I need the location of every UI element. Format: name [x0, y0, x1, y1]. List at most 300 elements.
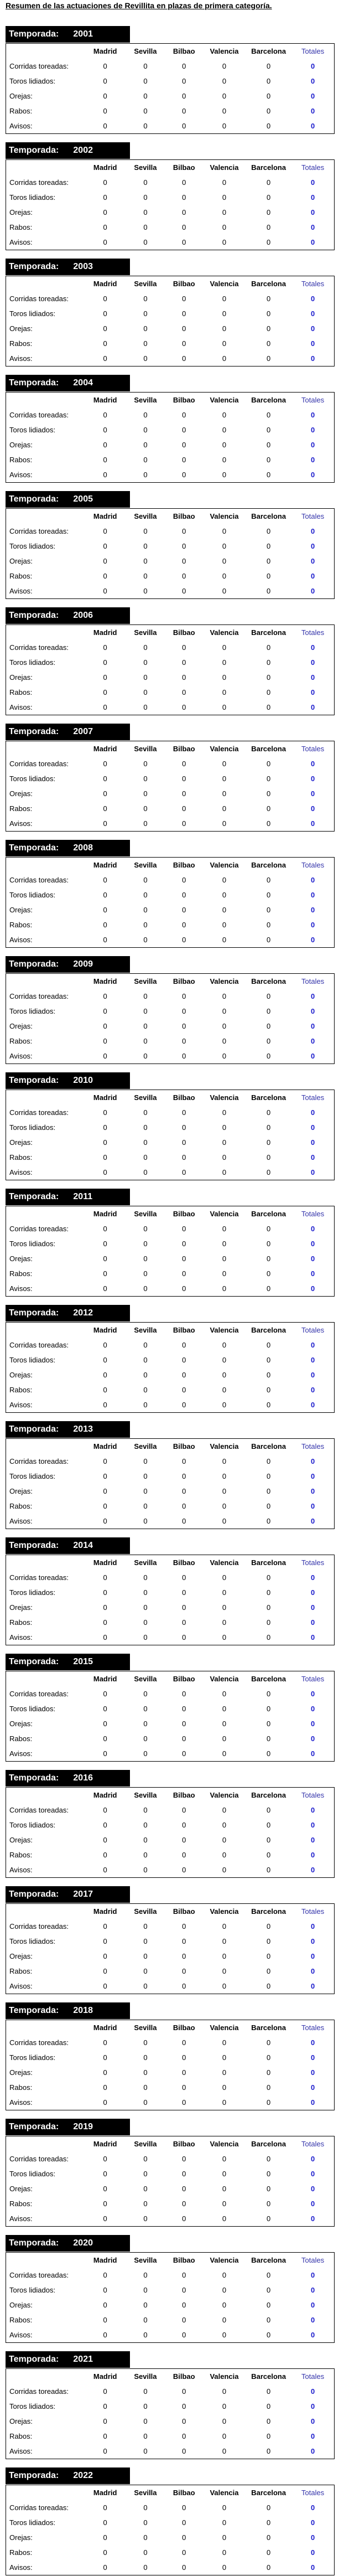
- stat-value: 0: [222, 324, 227, 333]
- row-label: Toros lidiados:: [9, 1821, 56, 1829]
- stat-value: 0: [222, 309, 227, 318]
- stat-value: 0: [182, 1255, 186, 1263]
- stat-value: 0: [267, 775, 271, 783]
- stat-value: 0: [182, 411, 186, 419]
- column-header: Valencia: [210, 512, 239, 520]
- total-value: 0: [311, 1690, 315, 1698]
- season-year: 2021: [73, 2355, 93, 2364]
- stat-value: 0: [267, 1371, 271, 1379]
- season-header: [6, 2351, 130, 2368]
- stat-value: 0: [103, 1457, 107, 1465]
- season-year: 2011: [73, 1192, 93, 1201]
- total-value: 0: [311, 2170, 315, 2178]
- stat-value: 0: [103, 587, 107, 595]
- season-header: [6, 956, 130, 973]
- column-header: Madrid: [93, 47, 117, 55]
- stat-value: 0: [103, 1734, 107, 1743]
- row-label: Corridas toreadas:: [9, 2271, 69, 2279]
- stat-value: 0: [267, 1225, 271, 1233]
- stat-value: 0: [182, 309, 186, 318]
- row-label: Orejas:: [9, 1720, 33, 1728]
- stat-value: 0: [267, 1153, 271, 1161]
- stat-value: 0: [103, 1255, 107, 1263]
- column-header: Madrid: [93, 977, 117, 985]
- total-value: 0: [311, 1618, 315, 1627]
- column-header: Sevilla: [134, 1558, 157, 1567]
- season-header: [6, 1072, 130, 1089]
- stat-value: 0: [222, 1022, 227, 1030]
- total-value: 0: [311, 1168, 315, 1176]
- stat-value: 0: [222, 1588, 227, 1597]
- stat-value: 0: [143, 1603, 148, 1612]
- stat-value: 0: [103, 921, 107, 929]
- stat-value: 0: [222, 2053, 227, 2062]
- total-value: 0: [311, 1472, 315, 1480]
- stat-value: 0: [267, 688, 271, 696]
- stat-value: 0: [143, 542, 148, 550]
- column-header: Sevilla: [134, 1907, 157, 1916]
- stat-value: 0: [267, 527, 271, 535]
- stat-value: 0: [182, 2432, 186, 2440]
- stat-value: 0: [182, 2185, 186, 2193]
- column-header: Madrid: [93, 2140, 117, 2148]
- stat-value: 0: [143, 804, 148, 813]
- season-stats-table: [6, 276, 335, 366]
- stat-value: 0: [222, 891, 227, 899]
- row-label: Rabos:: [9, 456, 33, 464]
- stat-value: 0: [222, 1472, 227, 1480]
- row-label: Rabos:: [9, 1618, 33, 1627]
- stat-value: 0: [222, 921, 227, 929]
- stat-value: 0: [267, 1168, 271, 1176]
- stat-value: 0: [182, 339, 186, 348]
- stat-value: 0: [182, 1937, 186, 1945]
- stat-value: 0: [222, 1821, 227, 1829]
- stat-value: 0: [143, 789, 148, 798]
- table-row: [6, 2080, 335, 2095]
- stat-value: 0: [103, 1749, 107, 1758]
- table-row: [6, 2444, 335, 2459]
- table-row: [6, 118, 335, 134]
- row-label: Rabos:: [9, 1967, 33, 1975]
- table-row: [6, 1731, 335, 1746]
- column-header: Valencia: [210, 1675, 239, 1683]
- totals-header: Totales: [301, 1326, 325, 1334]
- total-value: 0: [311, 2098, 315, 2107]
- total-value: 0: [311, 208, 315, 216]
- stat-value: 0: [182, 295, 186, 303]
- table-header-row: [6, 1555, 335, 1571]
- stat-value: 0: [182, 1153, 186, 1161]
- row-label: Avisos:: [9, 1517, 33, 1525]
- total-value: 0: [311, 1007, 315, 1015]
- stat-value: 0: [267, 2098, 271, 2107]
- stat-value: 0: [143, 2200, 148, 2208]
- stat-value: 0: [182, 2503, 186, 2512]
- stat-value: 0: [182, 1836, 186, 1844]
- total-value: 0: [311, 572, 315, 580]
- row-label: Avisos:: [9, 122, 33, 130]
- stat-value: 0: [182, 658, 186, 667]
- column-header: Bilbao: [173, 1442, 195, 1450]
- stat-value: 0: [182, 2053, 186, 2062]
- total-value: 0: [311, 2214, 315, 2223]
- season-label: Temporada:: [9, 262, 59, 271]
- totals-header: Totales: [301, 280, 325, 288]
- column-header: Bilbao: [173, 861, 195, 869]
- stat-value: 0: [143, 2402, 148, 2410]
- table-row: [6, 1832, 335, 1847]
- stat-value: 0: [267, 1341, 271, 1349]
- row-label: Rabos:: [9, 1037, 33, 1045]
- table-row: [6, 1585, 335, 1600]
- stat-value: 0: [222, 2563, 227, 2572]
- total-value: 0: [311, 2417, 315, 2425]
- stat-value: 0: [103, 1618, 107, 1627]
- stat-value: 0: [103, 2447, 107, 2455]
- stat-value: 0: [222, 643, 227, 652]
- season-block: [0, 1421, 339, 1525]
- column-header: Madrid: [93, 1210, 117, 1218]
- stat-value: 0: [103, 2038, 107, 2047]
- stat-value: 0: [182, 936, 186, 944]
- stat-value: 0: [103, 1386, 107, 1394]
- stat-value: 0: [222, 2170, 227, 2178]
- stat-value: 0: [222, 1618, 227, 1627]
- season-stats-table: [6, 1903, 335, 1994]
- season-year: 2003: [73, 262, 93, 271]
- total-value: 0: [311, 2548, 315, 2557]
- table-row: [6, 1746, 335, 1762]
- row-label: Avisos:: [9, 1401, 33, 1409]
- row-label: Corridas toreadas:: [9, 1457, 69, 1465]
- season-label: Temporada:: [9, 611, 59, 620]
- stat-value: 0: [103, 1952, 107, 1960]
- stat-value: 0: [267, 107, 271, 115]
- stat-value: 0: [222, 1284, 227, 1293]
- stat-value: 0: [222, 1108, 227, 1117]
- total-value: 0: [311, 2301, 315, 2309]
- stat-value: 0: [222, 527, 227, 535]
- table-row: [6, 1469, 335, 1484]
- stat-value: 0: [267, 2447, 271, 2455]
- season-stats-table: [6, 392, 335, 483]
- table-row: [6, 1004, 335, 1019]
- stat-value: 0: [267, 936, 271, 944]
- stat-value: 0: [222, 2548, 227, 2557]
- stat-value: 0: [222, 2518, 227, 2527]
- stat-value: 0: [267, 1866, 271, 1874]
- stat-value: 0: [143, 1037, 148, 1045]
- table-header-row: [6, 2485, 335, 2501]
- season-header: [6, 1537, 130, 1554]
- stat-value: 0: [143, 1937, 148, 1945]
- column-header: Madrid: [93, 1093, 117, 1102]
- table-row: [6, 2035, 335, 2050]
- season-block: [0, 1770, 339, 1874]
- stat-value: 0: [103, 178, 107, 187]
- stat-value: 0: [222, 1052, 227, 1060]
- stat-value: 0: [143, 1720, 148, 1728]
- stat-value: 0: [222, 92, 227, 100]
- row-label: Corridas toreadas:: [9, 992, 69, 1000]
- stat-value: 0: [182, 2098, 186, 2107]
- stat-value: 0: [143, 1851, 148, 1859]
- column-header: Madrid: [93, 396, 117, 404]
- column-header: Sevilla: [134, 1675, 157, 1683]
- totals-header: Totales: [301, 512, 325, 520]
- column-header: Bilbao: [173, 2256, 195, 2264]
- stat-value: 0: [222, 876, 227, 884]
- stat-value: 0: [103, 688, 107, 696]
- season-year: 2004: [73, 378, 93, 388]
- stat-value: 0: [182, 572, 186, 580]
- total-value: 0: [311, 643, 315, 652]
- table-row: [6, 539, 335, 554]
- stat-value: 0: [267, 1037, 271, 1045]
- season-header: [6, 724, 130, 740]
- table-header-row: [6, 625, 335, 641]
- row-label: Avisos:: [9, 1749, 33, 1758]
- column-header: Sevilla: [134, 1210, 157, 1218]
- stat-value: 0: [182, 1866, 186, 1874]
- stat-value: 0: [143, 1866, 148, 1874]
- stat-value: 0: [267, 1603, 271, 1612]
- total-value: 0: [311, 906, 315, 914]
- stat-value: 0: [182, 1690, 186, 1698]
- stat-value: 0: [143, 238, 148, 246]
- total-value: 0: [311, 1138, 315, 1147]
- stat-value: 0: [267, 77, 271, 85]
- row-label: Orejas:: [9, 1022, 33, 1030]
- row-label: Corridas toreadas:: [9, 295, 69, 303]
- stat-value: 0: [222, 2185, 227, 2193]
- stat-value: 0: [103, 1851, 107, 1859]
- stat-value: 0: [267, 1022, 271, 1030]
- stat-value: 0: [182, 2286, 186, 2294]
- stat-value: 0: [143, 775, 148, 783]
- stat-value: 0: [267, 572, 271, 580]
- total-value: 0: [311, 876, 315, 884]
- table-row: [6, 917, 335, 932]
- stat-value: 0: [267, 703, 271, 711]
- season-label: Temporada:: [9, 378, 59, 388]
- stat-value: 0: [267, 1138, 271, 1147]
- row-label: Toros lidiados:: [9, 2053, 56, 2062]
- stat-value: 0: [182, 77, 186, 85]
- row-label: Corridas toreadas:: [9, 2155, 69, 2163]
- stat-value: 0: [103, 804, 107, 813]
- totals-header: Totales: [301, 977, 325, 985]
- column-header: Valencia: [210, 2372, 239, 2381]
- stat-value: 0: [222, 1922, 227, 1930]
- total-value: 0: [311, 1749, 315, 1758]
- stat-value: 0: [103, 2518, 107, 2527]
- stat-value: 0: [222, 1836, 227, 1844]
- stat-value: 0: [182, 1588, 186, 1597]
- stat-value: 0: [103, 2185, 107, 2193]
- stat-value: 0: [222, 62, 227, 70]
- column-header: Bilbao: [173, 1907, 195, 1916]
- season-label: Temporada:: [9, 1890, 59, 1899]
- season-header: [6, 375, 130, 391]
- stat-value: 0: [103, 1866, 107, 1874]
- total-value: 0: [311, 1866, 315, 1874]
- table-row: [6, 2050, 335, 2065]
- stat-value: 0: [182, 1472, 186, 1480]
- stat-value: 0: [267, 208, 271, 216]
- row-label: Rabos:: [9, 1269, 33, 1278]
- stat-value: 0: [182, 2301, 186, 2309]
- total-value: 0: [311, 77, 315, 85]
- season-label: Temporada:: [9, 29, 59, 39]
- table-header-row: [6, 741, 335, 757]
- total-value: 0: [311, 1341, 315, 1349]
- column-header: Madrid: [93, 512, 117, 520]
- stat-value: 0: [103, 1371, 107, 1379]
- table-row: [6, 2414, 335, 2429]
- column-header: Barcelona: [251, 745, 286, 753]
- season-block: [0, 26, 339, 130]
- column-header: Barcelona: [251, 163, 286, 172]
- total-value: 0: [311, 1386, 315, 1394]
- season-stats-table: [6, 2252, 335, 2343]
- stat-value: 0: [182, 2331, 186, 2339]
- column-header: Barcelona: [251, 1675, 286, 1683]
- total-value: 0: [311, 2185, 315, 2193]
- stat-value: 0: [267, 1255, 271, 1263]
- column-header: Barcelona: [251, 512, 286, 520]
- total-value: 0: [311, 1588, 315, 1597]
- stat-value: 0: [222, 2503, 227, 2512]
- column-header: Madrid: [93, 1558, 117, 1567]
- stat-value: 0: [222, 775, 227, 783]
- column-header: Valencia: [210, 1326, 239, 1334]
- stat-value: 0: [143, 178, 148, 187]
- stat-value: 0: [143, 193, 148, 202]
- stat-value: 0: [182, 1457, 186, 1465]
- stat-value: 0: [182, 1401, 186, 1409]
- stat-value: 0: [222, 1225, 227, 1233]
- table-row: [6, 1716, 335, 1731]
- stat-value: 0: [143, 107, 148, 115]
- stat-value: 0: [182, 527, 186, 535]
- table-row: [6, 1049, 335, 1064]
- stat-value: 0: [103, 193, 107, 202]
- stat-value: 0: [182, 1851, 186, 1859]
- stat-value: 0: [182, 193, 186, 202]
- stat-value: 0: [222, 1487, 227, 1495]
- stat-value: 0: [143, 208, 148, 216]
- season-label: Temporada:: [9, 1657, 59, 1666]
- stat-value: 0: [143, 309, 148, 318]
- row-label: Rabos:: [9, 2083, 33, 2092]
- stat-value: 0: [222, 1168, 227, 1176]
- stat-value: 0: [182, 471, 186, 479]
- stat-value: 0: [267, 2053, 271, 2062]
- total-value: 0: [311, 122, 315, 130]
- row-label: Toros lidiados:: [9, 2402, 56, 2410]
- total-value: 0: [311, 1240, 315, 1248]
- table-row: [6, 2283, 335, 2298]
- stat-value: 0: [222, 1633, 227, 1641]
- season-header: [6, 1654, 130, 1670]
- column-header: Valencia: [210, 1907, 239, 1916]
- stat-value: 0: [103, 1588, 107, 1597]
- table-header-row: [6, 1788, 335, 1803]
- stat-value: 0: [267, 1356, 271, 1364]
- stat-value: 0: [222, 2271, 227, 2279]
- stat-value: 0: [267, 2301, 271, 2309]
- table-row: [6, 1934, 335, 1949]
- total-value: 0: [311, 2155, 315, 2163]
- row-label: Orejas:: [9, 1836, 33, 1844]
- stat-value: 0: [222, 1734, 227, 1743]
- stat-value: 0: [143, 62, 148, 70]
- stat-value: 0: [182, 1749, 186, 1758]
- table-row: [6, 902, 335, 917]
- column-header: Bilbao: [173, 1326, 195, 1334]
- table-header-row: [6, 2253, 335, 2268]
- column-header: Valencia: [210, 861, 239, 869]
- row-label: Corridas toreadas:: [9, 62, 69, 70]
- row-label: Corridas toreadas:: [9, 1573, 69, 1582]
- stat-value: 0: [182, 2417, 186, 2425]
- stat-value: 0: [267, 2316, 271, 2324]
- stat-value: 0: [267, 2331, 271, 2339]
- totals-header: Totales: [301, 1675, 325, 1683]
- total-value: 0: [311, 1123, 315, 1132]
- row-label: Avisos:: [9, 2331, 33, 2339]
- column-header: Sevilla: [134, 1326, 157, 1334]
- stat-value: 0: [222, 238, 227, 246]
- total-value: 0: [311, 2518, 315, 2527]
- total-value: 0: [311, 92, 315, 100]
- stat-value: 0: [143, 2214, 148, 2223]
- season-year: 2016: [73, 1773, 93, 1783]
- total-value: 0: [311, 1806, 315, 1814]
- stat-value: 0: [182, 1123, 186, 1132]
- stat-value: 0: [222, 819, 227, 828]
- season-block: [0, 607, 339, 711]
- table-row: [6, 220, 335, 235]
- stat-value: 0: [267, 2200, 271, 2208]
- column-header: Madrid: [93, 1675, 117, 1683]
- stat-value: 0: [267, 891, 271, 899]
- table-row: [6, 670, 335, 685]
- row-label: Avisos:: [9, 1633, 33, 1641]
- column-header: Valencia: [210, 745, 239, 753]
- table-row: [6, 2166, 335, 2181]
- table-row: [6, 422, 335, 437]
- season-header: [6, 1189, 130, 1205]
- stat-value: 0: [267, 2417, 271, 2425]
- column-header: Sevilla: [134, 628, 157, 637]
- stat-value: 0: [103, 2083, 107, 2092]
- season-header: [6, 259, 130, 275]
- total-value: 0: [311, 1734, 315, 1743]
- row-label: Rabos:: [9, 1386, 33, 1394]
- table-row: [6, 1701, 335, 1716]
- stat-value: 0: [143, 1269, 148, 1278]
- season-year: 2012: [73, 1308, 93, 1318]
- row-label: Orejas:: [9, 324, 33, 333]
- header-blank-cell: [6, 974, 85, 989]
- stat-value: 0: [103, 77, 107, 85]
- totals-header: Totales: [301, 1093, 325, 1102]
- stat-value: 0: [143, 2563, 148, 2572]
- table-header-row: [6, 44, 335, 59]
